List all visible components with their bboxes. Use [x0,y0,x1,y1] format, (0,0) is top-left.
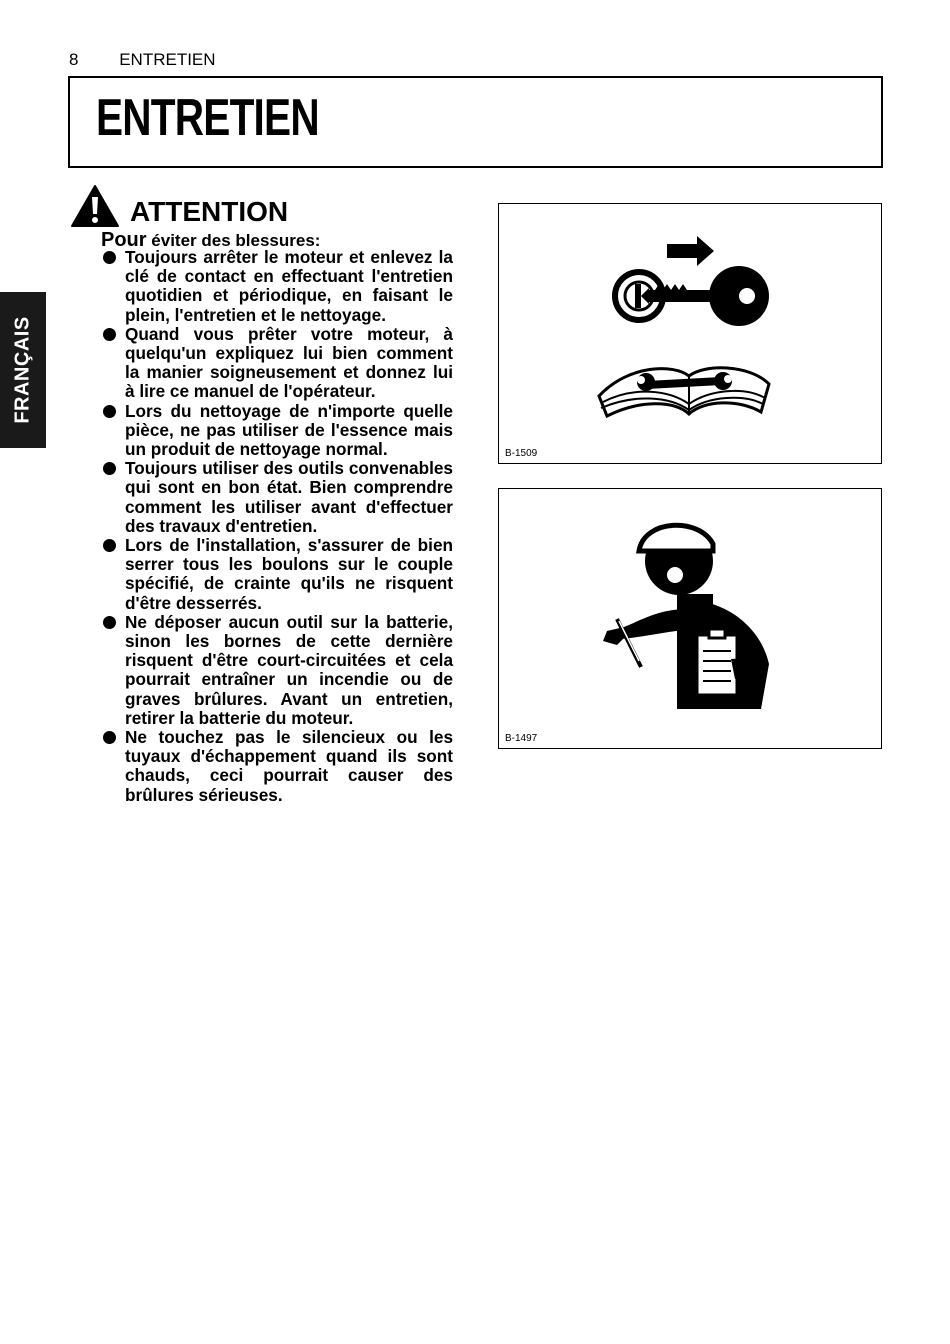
arrow-right-icon [667,236,714,266]
warning-item: Lors de l'installation, s'assurer de bien serrer tous les boulons sur le couple spécifié, de crainte qu'ils ne risquent d'être desserrés. [101,536,453,613]
page-number: 8 [69,50,79,69]
key-and-manual-illustration [499,204,881,463]
figure-worker-clipboard [498,488,882,749]
ignition-key-icon [615,266,769,326]
running-section-title: ENTRETIEN [119,50,216,69]
worker-icon [603,525,769,709]
warning-item: Ne déposer aucun outil sur la batterie, sinon les bornes de cette dernière risquent d'être court-circuitées et cela pourrait entraîner un incendie ou de graves brûlures. Avant un entretien, retirer la batterie du moteur. [101,613,453,728]
manual-book-icon [599,368,769,416]
warning-item: Ne touchez pas le silencieux ou les tuyaux d'échappement quand ils sont chauds, ceci pourrait causer des brûlures sérieuses. [101,728,453,805]
warning-item: Lors du nettoyage de n'importe quelle pièce, ne pas utiliser de l'essence mais un produit de nettoyage normal. [101,402,453,460]
figure-key-and-manual [498,203,882,464]
worker-with-clipboard-illustration [499,489,881,748]
bullet-icon [103,616,116,629]
bullet-icon [103,405,116,418]
bullet-icon [103,539,116,552]
warning-item: Toujours arrêter le moteur et enlevez la clé de contact en effectuant l'entretien quotidien et périodique, en faisant le plein, l'entretien et le nettoyage. [101,248,453,325]
page-header [69,50,216,70]
warning-item: Quand vous prêter votre moteur, à quelqu'un expliquez lui bien comment la manier soigneusement et donnez lui à lire ce manuel de l'opérateur. [101,325,453,402]
bullet-icon [103,462,116,475]
warning-list [101,248,453,805]
warning-item: Toujours utiliser des outils convenables qui sont en bon état. Bien comprendre comment les utiliser avant d'effectuer des travaux d'entretien. [101,459,453,536]
figure-code: B-1497 [505,733,538,744]
bullet-icon [103,251,116,264]
language-tab [0,292,46,448]
warning-intro-first-word: Pour [101,229,147,251]
figure-code: B-1509 [505,448,538,459]
bullet-icon [103,328,116,341]
bullet-icon [103,731,116,744]
language-tab-label: FRANÇAIS [11,316,34,424]
warning-triangle-icon [70,184,120,228]
attention-label: ATTENTION [130,196,289,227]
chapter-title-box [68,76,883,168]
warning-intro-rest: éviter des blessures: [151,231,321,250]
chapter-title: ENTRETIEN [96,89,319,147]
